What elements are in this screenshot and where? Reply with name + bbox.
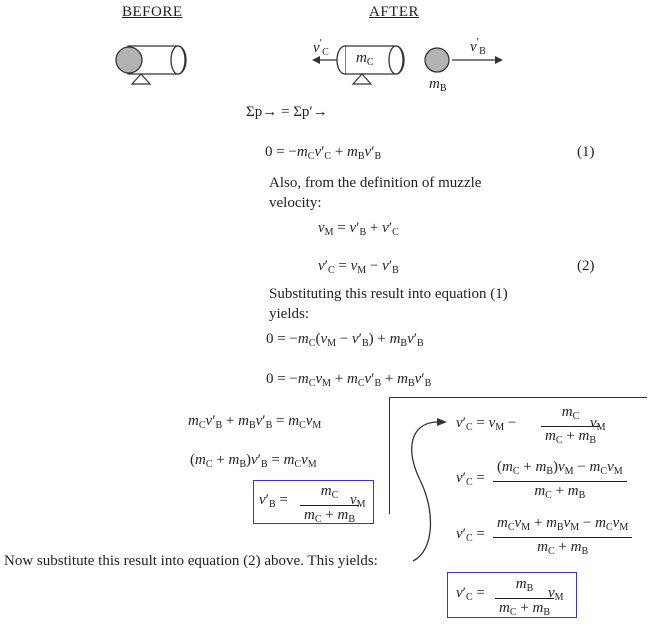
now-substitute-text: Now substitute this result into equation (2) above. This yields: [4,553,378,569]
ball-velocity-arrow [452,56,503,64]
before-header: BEFORE [122,4,183,20]
boxed-result-vb: $v'_B$ = $\frac{m_C}{m_C + m_B}$ $v_M$ [253,480,374,524]
equation-number-1: (1) [577,144,595,160]
boxed-result-vc: $v'_C$ = $\frac{m_B}{m_C + m_B}$ $v_M$ [447,572,577,618]
substituted-equation-a: $0 = -m_C(v_M - v'_B) + m_Bv'_B$ [266,331,424,349]
equation-1: $0 = -m_Cv'_C + m_Bv'_B$ [265,144,382,162]
equation-2: $v'_C = v_M - v'_B$ [318,258,399,276]
before-cannon [116,46,186,84]
muzzle-velocity-equation: $v_M = v'_B + v'_C$ [318,220,399,238]
substituting-text: Substituting this result into equation (1) yields: [269,286,508,322]
cannonball [425,48,449,72]
after-header: AFTER [369,4,420,20]
equation-number-2: (2) [577,258,595,274]
momentum-diagram [0,0,661,100]
substituted-equation-b: $0 = -m_Cv_M + m_Cv'_B + m_Bv'_B$ [266,371,432,389]
muzzle-velocity-text: Also, from the definition of muzzle velocity: [269,175,482,211]
sum-momentum-equation: Σp→ = Σp′→ [246,104,328,120]
vb-label: $v'_B$ [470,36,486,57]
column-divider-horizontal [389,397,647,398]
vc-label: $v'_C$ [313,37,329,58]
left-equation-1: $m_Cv'_B + m_Bv'_B = m_Cv_M$ [188,413,322,431]
left-equation-2: $(m_C + m_B)v'_B = m_Cv_M$ [190,452,317,470]
ball-mass-label: $m_B$ [429,76,447,94]
cannon-mass-label: $m_C$ [356,50,374,68]
